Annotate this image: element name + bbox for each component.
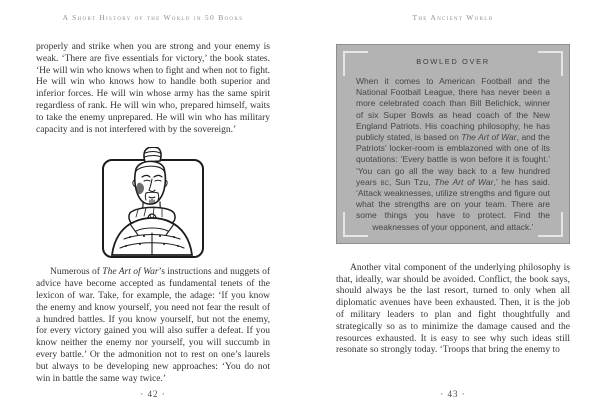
corner-bracket-bottom-right-icon	[538, 212, 563, 237]
sidebar-box-body: When it comes to American Football and the National Football League, there has never been a more celebrated coach than Bill Belichick, winner of six Super Bowls as head coach of the New England Patriots. His coaching philosophy, he has publicly stated, is based on The Art of War, and the Patriots’ locker-room is emblazoned with one of its quotations: ‘Every battle is won before it is fought.’ ‘You can go all the way back to a few hundred years bc, Sun Tzu, The Art of War,’ he has said. ‘Attack weaknesses, utilize strengths and figure out what the strengths are on your team. There are some things you have to protect. Find the weaknesses of your opponent, and attack.’	[356, 76, 551, 232]
terracotta-warrior-illustration	[100, 147, 206, 259]
corner-bracket-bottom-left-icon	[343, 212, 368, 237]
right-paragraph: Another vital component of the underlying philosophy is that, ideally, war should be avoided. Conflict, the book says, should always be the last resort, turned to only when all diplomatic avenues have been exhausted. Then, it is the job of military leaders to plan and fight thoughtfully and strategically so as to minimize the damage caused and the resources exhausted. It is easy to see why such ideas still resonate so strongly today. ‘Troops that bring the enemy to	[336, 262, 570, 356]
corner-bracket-top-left-icon	[343, 51, 368, 76]
sidebar-box-title: BOWLED OVER	[416, 57, 490, 66]
left-paragraph-2: Numerous of The Art of War’s instructions and nuggets of advice have become accepted as fundamental tenets of the lexicon of war. Take, for example, the adage: ‘If you know the enemy and know yourself, you need not fear the result of a hundred battles. If you know yourself, but not the enemy, for every victory gained you will also suffer a defeat. If you know neither the enemy nor yourself, you will succumb in every battle.’ Or the admonition not to rest on one’s laurels but always to be developing new approaches: ‘You do not win in battle the same way twice.’	[36, 267, 270, 384]
left-page	[36, 0, 270, 418]
page-number-right: · 43 ·	[440, 389, 466, 399]
sidebar-box	[336, 44, 570, 244]
right-page	[336, 0, 570, 418]
left-paragraph-1: properly and strike when you are strong and your enemy is weak. ‘There are five essentials for victory,’ the book states. ‘He will win who knows when to fight and when not to fight. He will win who knows how to handle both superior and inferior forces. He will win whose army has the same spirit regardless of rank. He will win who, prepared himself, waits to take the enemy unprepared. He will win who has military capacity and is not interfered with by the sovereign.’	[36, 42, 270, 135]
running-header-left: A Short History of the World in 50 Books	[62, 13, 244, 22]
illustration-container	[100, 147, 206, 259]
corner-bracket-top-right-icon	[538, 51, 563, 76]
page-number-left: · 42 ·	[140, 389, 166, 399]
running-header-right: The Ancient World	[412, 13, 494, 22]
